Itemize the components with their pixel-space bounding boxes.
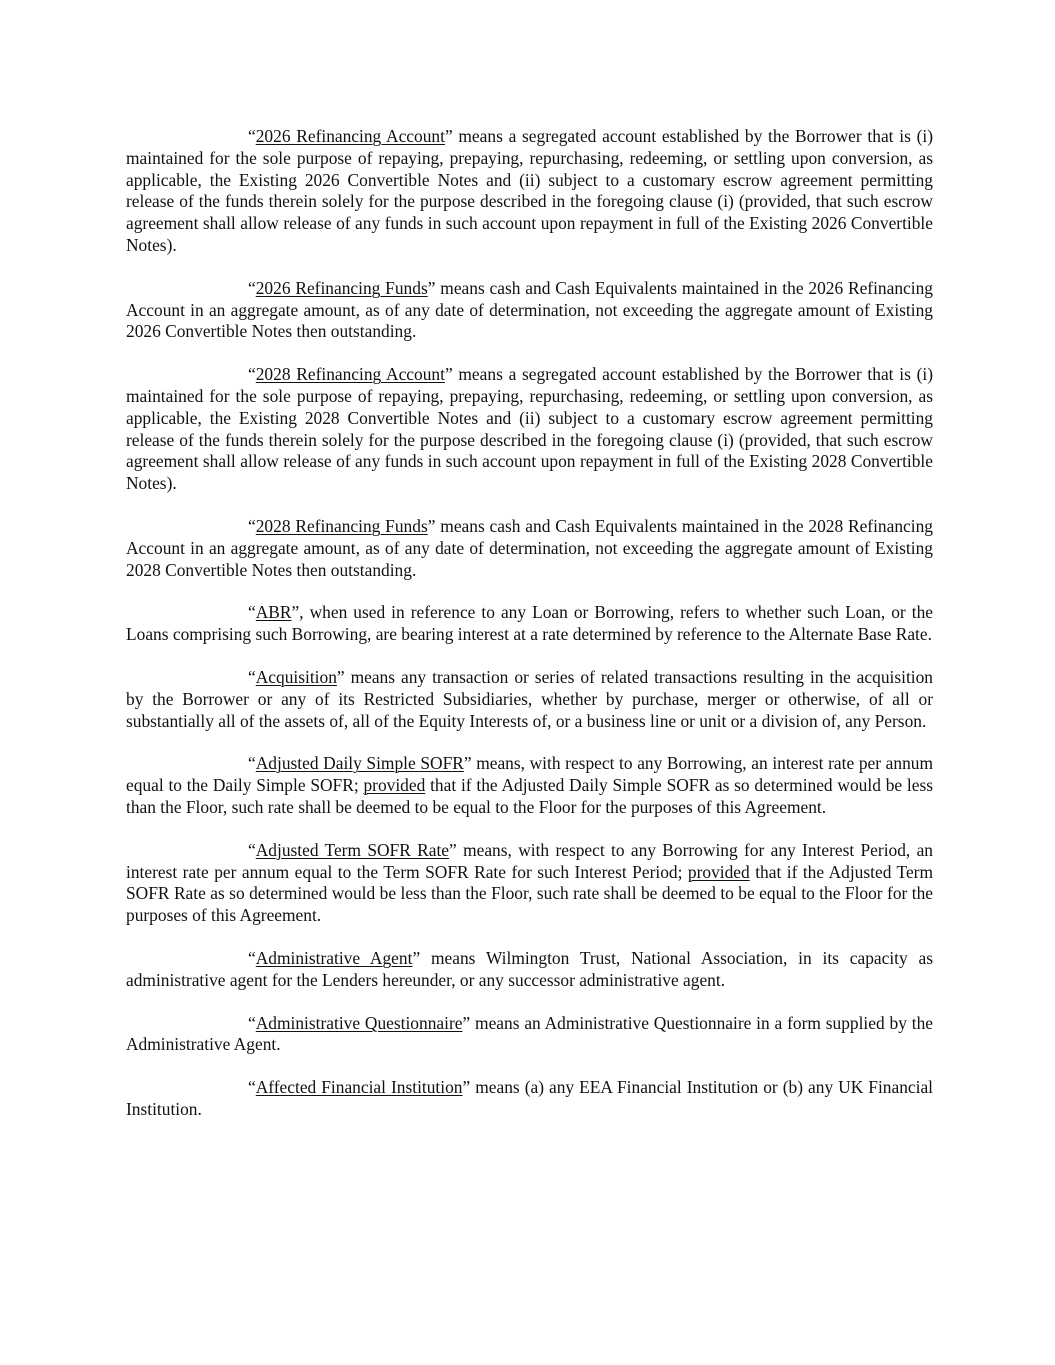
definition-adjusted-daily-simple-sofr (126, 753, 933, 818)
defined-term: Affected Financial Institution (255, 1077, 463, 1098)
definition-acquisition (126, 667, 933, 732)
definition-2026-refinancing-funds (126, 278, 933, 343)
quote-open: “ (248, 753, 256, 774)
definition-2028-refinancing-funds (126, 516, 933, 581)
quote-close: ” (444, 126, 453, 146)
quote-open: “ (248, 364, 256, 385)
definition-2028-refinancing-account (126, 364, 933, 495)
defined-term: 2028 Refinancing Funds (255, 515, 428, 536)
quote-open: “ (248, 277, 256, 298)
quote-open: “ (248, 947, 256, 968)
definition-text: means, with respect to any Borrowing, an interest rate per annum equal to the Daily Simple SOFR; (126, 753, 933, 796)
definition-2026-refinancing-account (126, 126, 933, 257)
definition-text: means any transaction or series of related transactions resulting in the acquisition by the Borrower or any of its Restricted Subsidiaries, whether by purchase, merger or otherwise, of all or substantially all of the assets of, all of the Equity Interests of, or a business line or unit or a division of, any Person. (126, 666, 933, 731)
defined-term: 2026 Refinancing Account (255, 126, 445, 146)
defined-term: Administrative Questionnaire (255, 1012, 463, 1033)
quote-open: “ (248, 1077, 256, 1098)
defined-term: Adjusted Term SOFR Rate (255, 839, 450, 860)
document-page (126, 126, 933, 1142)
definition-administrative-questionnaire (126, 1013, 933, 1057)
quote-open: “ (248, 515, 256, 536)
definition-text: means a segregated account established by the Borrower that is (i) maintained for the sole purpose of repaying, prepaying, repurchasing, redeeming, or settling upon conversion, as applicable, the Existing 2026 Convertible Notes and (ii) subject to a customary escrow agreement permitting release of the funds therein solely for the purpose described in the foregoing clause (i) (provided, that such escrow agreement shall allow release of any funds in such account upon repayment in full of the Existing 2026 Convertible Notes). (126, 126, 933, 255)
definition-text: , when used in reference to any Loan or Borrowing, refers to whether such Loan, or the Loans comprising such Borrowing, are bearing interest at a rate determined by reference to the Alternate Base Rate. (126, 602, 933, 645)
defined-term: Administrative Agent (255, 947, 413, 968)
definition-text: that if the Adjusted Daily Simple SOFR as so determined would be less than the Floor, such rate shall be deemed to be equal to the Floor for the purposes of this Agreement. (126, 775, 933, 817)
quote-open: “ (248, 666, 256, 687)
defined-term: 2026 Refinancing Funds (255, 277, 428, 298)
quote-close: ” (463, 753, 472, 774)
quote-close: ” (462, 1077, 471, 1098)
provided-emphasis: provided (687, 861, 750, 882)
defined-term: ABR (255, 602, 292, 623)
definition-text: means cash and Cash Equivalents maintained in the 2026 Refinancing Account in an aggregate amount, as of any date of determination, not exceeding the aggregate amount of Existing 2026 Convertible Notes then outstanding. (126, 277, 933, 342)
quote-close: ” (444, 364, 453, 385)
quote-close: ” (427, 515, 436, 536)
quote-open: “ (248, 1012, 256, 1033)
quote-close: ” (462, 1012, 471, 1033)
defined-term: 2028 Refinancing Account (255, 364, 445, 385)
quote-close: ” (412, 947, 421, 968)
quote-close: ” (291, 602, 300, 623)
quote-close: ” (449, 839, 457, 860)
definition-text: that if the Adjusted Term SOFR Rate as so determined would be less than the Floor, such rate shall be deemed to be equal to the Floor for the purposes of this Agreement. (126, 861, 933, 926)
definition-affected-financial-institution (126, 1077, 933, 1121)
quote-close: ” (427, 277, 436, 298)
quote-open: “ (248, 839, 256, 860)
definition-text: means, with respect to any Borrowing for any Interest Period, an interest rate per annum equal to the Term SOFR Rate for such Interest Period; (126, 839, 934, 882)
definition-text: means a segregated account established by the Borrower that is (i) maintained for the sole purpose of repaying, prepaying, repurchasing, redeeming, or settling upon conversion, as applicable, the Existing 2028 Convertible Notes and (ii) subject to a customary escrow agreement permitting release of the funds therein solely for the purpose described in the foregoing clause (i) (provided, that such escrow agreement shall allow release of any funds in such account upon repayment in full of the Existing 2028 Convertible Notes). (126, 364, 933, 494)
defined-term: Adjusted Daily Simple SOFR (255, 753, 464, 774)
definition-text: means Wilmington Trust, National Association, in its capacity as administrative agent for the Lenders hereunder, or any successor administrative agent. (126, 947, 933, 990)
definition-abr (126, 602, 933, 646)
definition-text: means an Administrative Questionnaire in a form supplied by the Administrative Agent. (126, 1012, 934, 1055)
quote-open: “ (248, 602, 256, 623)
definition-text: means cash and Cash Equivalents maintained in the 2028 Refinancing Account in an aggregate amount, as of any date of determination, not exceeding the aggregate amount of Existing 2028 Convertible Notes then outstanding. (126, 515, 933, 580)
quote-open: “ (248, 126, 256, 146)
quote-close: ” (336, 666, 345, 687)
definition-text: means (a) any EEA Financial Institution or (b) any UK Financial Institution. (126, 1077, 933, 1119)
provided-emphasis: provided (363, 775, 426, 796)
definition-adjusted-term-sofr-rate (126, 840, 933, 927)
definition-administrative-agent (126, 948, 933, 992)
defined-term: Acquisition (255, 666, 337, 687)
